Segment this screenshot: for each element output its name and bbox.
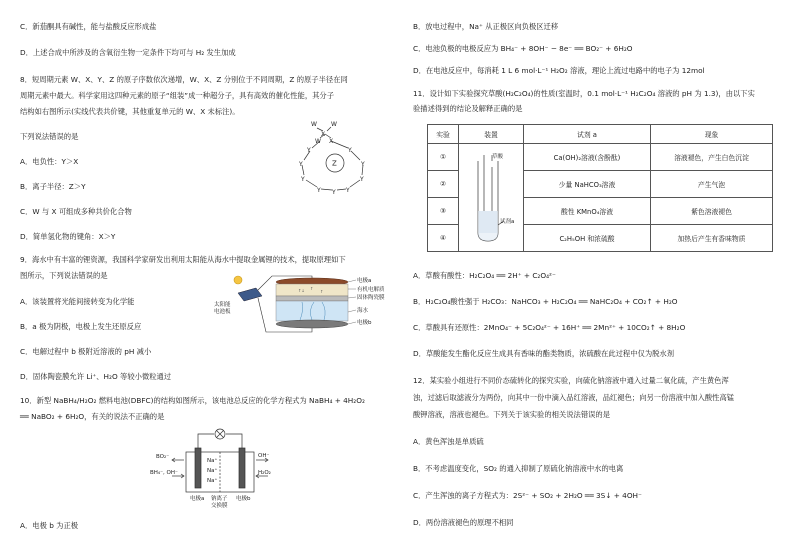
table-row — [428, 144, 773, 171]
label-solar: 太阳能 — [214, 302, 231, 308]
q10-option-a: A．电极 b 为正极 — [20, 521, 79, 530]
phenomenon-cell: 加热后产生有香味物质 — [651, 225, 773, 252]
phenomenon-cell: 产生气泡 — [651, 171, 773, 198]
q8-option-a: A．电负性：Y＞X — [20, 157, 79, 166]
q8-option-d: D．简单氢化物的键角：X＞Y — [20, 232, 116, 241]
atom-z: Z — [332, 159, 337, 168]
label-organic-electrolyte: 有机电解质 — [357, 287, 385, 293]
lithium-extraction-figure — [212, 272, 392, 338]
atom-y6: Y — [360, 176, 364, 183]
reagent-cell: Ca(OH)₂溶液(含酚酞) — [524, 144, 651, 171]
label-na-3: Na⁺ — [207, 478, 218, 484]
atom-x1: X — [321, 131, 326, 138]
label-electrode-b: 电极b — [236, 496, 251, 502]
q11-stem-line1: 11．设计如下实验探究草酸(H₂C₂O₄)的性质(室温时，0.1 mol·L⁻¹ H₂C₂O₄ 溶液的 pH 为 1.3)，由以下实 — [413, 89, 755, 98]
q12-stem-line2: 浊，过滤后取滤液分为两份，向其中一份中滴入品红溶液，品红褪色；向另一份溶液中加入酸性高锰 — [413, 393, 735, 402]
svg-text:↑↓: ↑↓ — [298, 288, 305, 293]
row-number: ③ — [428, 198, 459, 225]
q12-stem-line1: 12．某实验小组进行不同价态硫转化的探究实验，向硫化钠溶液中通入过量二氧化硫，产生黄色浑 — [413, 376, 729, 385]
q9-option-c: C．电解过程中 b 极附近溶液的 pH 减小 — [20, 347, 152, 356]
q8-stem-line1: 8．短周期元素 W、X、Y、Z 的原子序数依次递增，W、X、Z 分别位于不同周期，Z 的原子半径在同 — [20, 75, 348, 84]
q12-option-b: B．不考虑温度变化，SO₂ 的通入抑制了原硫化钠溶液中水的电离 — [413, 464, 624, 473]
atom-y4: Y — [361, 161, 365, 168]
q12-option-d: D．两份溶液褪色的原理不相同 — [413, 518, 514, 527]
q9-stem-line1: 9．海水中有丰富的锂资源，我国科学家研发出利用太阳能从海水中提取金属锂的技术，提取原理如下 — [20, 255, 346, 264]
experiment-table — [427, 124, 773, 252]
label-oxalic-acid: 草酸 — [492, 153, 504, 160]
phenomenon-cell: 溶液褪色，产生白色沉淀 — [651, 144, 773, 171]
atom-w2: W — [331, 121, 337, 128]
table-header-row — [428, 125, 773, 144]
label-na-1: Na⁺ — [207, 458, 218, 464]
reagent-cell: 少量 NaHCO₃溶液 — [524, 171, 651, 198]
atom-x2: X — [329, 138, 334, 145]
atom-y1: Y — [307, 147, 311, 154]
reagent-cell: C₂H₅OH 和浓硫酸 — [524, 225, 651, 252]
q7-option-c: C．新茄酮具有碱性，能与盐酸反应形成盐 — [20, 22, 157, 31]
q10-stem-line2: ══ NaBO₂ + 6H₂O，有关的说法不正确的是 — [20, 412, 165, 421]
q9-option-d: D．固体陶瓷膜允许 Li⁺、H₂O 等较小微粒通过 — [20, 372, 172, 381]
q8-option-c: C．W 与 X 可组成多种共价化合物 — [20, 207, 132, 216]
label-electrode-a: 电极a — [190, 496, 205, 502]
q11-option-a: A．草酸有酸性：H₂C₂O₄ ══ 2H⁺ + C₂O₄²⁻ — [413, 271, 556, 280]
atom-y3: Y — [299, 161, 303, 168]
q9-stem-line2: 图所示，下列说法错误的是 — [20, 271, 108, 280]
label-h2o2: H₂O₂ — [258, 470, 271, 476]
q12-option-a: A．黄色浑浊是单质硫 — [413, 437, 484, 446]
label-seawater: 海水 — [357, 308, 369, 314]
supramolecule-figure — [290, 118, 380, 196]
q10-stem-line1: 10．新型 NaBH₄/H₂O₂ 燃料电池(DBFC)的结构如图所示，该电池总反应的化学方程式为 NaBH₄ + 4H₂O₂ — [20, 396, 365, 405]
q12-option-c: C．产生浑浊的离子方程式为：2S²⁻ + SO₂ + 2H₂O ══ 3S↓ + 4OH⁻ — [413, 491, 642, 500]
sun-icon — [234, 276, 242, 284]
right-column — [405, 0, 790, 560]
q10-option-d: D．在电池反应中，每消耗 1 L 6 mol·L⁻¹ H₂O₂ 溶液，理论上流过电路中的电子为 12mol — [413, 66, 705, 75]
atom-y9: Y — [346, 187, 350, 194]
q9-option-b: B．a 极为阴极，电极上发生还原反应 — [20, 322, 142, 331]
atom-y5: Y — [301, 176, 305, 183]
reagent-cell: 酸性 KMnO₄溶液 — [524, 198, 651, 225]
label-ceramic-membrane: 固体陶瓷膜 — [357, 295, 385, 301]
q8-prompt: 下列说法错误的是 — [20, 132, 79, 141]
table-header-cell: 试剂 a — [524, 125, 651, 144]
q11-option-b: B．H₂C₂O₄酸性强于 H₂CO₃：NaHCO₃ + H₂C₂O₄ ══ NaHC₂O₄ + CO₂↑ + H₂O — [413, 297, 678, 306]
q11-stem-line2: 验描述得到的结论及解释正确的是 — [413, 104, 523, 113]
q12-stem-line3: 酸钾溶液，溶液也褪色。下列关于该实验的相关说法错误的是 — [413, 410, 611, 419]
q10-option-b: B．放电过程中，Na⁺ 从正极区向负极区迁移 — [413, 22, 559, 31]
svg-text:↑: ↑ — [320, 289, 324, 294]
svg-text:↑: ↑ — [310, 286, 314, 291]
q11-option-c: C．草酸具有还原性：2MnO₄⁻ + 5C₂O₄²⁻ + 16H⁺ ══ 2Mn²⁺ + 10CO₂↑ + 8H₂O — [413, 323, 686, 332]
label-panel: 电池板 — [214, 309, 231, 315]
q11-option-d: D．草酸能发生酯化反应生成具有香味的酯类物质，浓硫酸在此过程中仅为脱水剂 — [413, 349, 675, 358]
label-electrode-a: 电极a — [357, 278, 372, 284]
table-header-cell: 现象 — [651, 125, 773, 144]
label-na-2: Na⁺ — [207, 468, 218, 474]
q8-stem-line2: 周期元素中最大。科学家用这四种元素的原子“组装”成一种超分子，具有高效的催化性能，其分子 — [20, 91, 335, 100]
phenomenon-cell: 紫色溶液褪色 — [651, 198, 773, 225]
q9-option-a: A．该装置将光能间接转变为化学能 — [20, 297, 135, 306]
label-reagent-a: 试剂a — [500, 218, 515, 225]
atom-y2: Y — [348, 147, 352, 154]
row-number: ④ — [428, 225, 459, 252]
atom-w1: W — [311, 121, 317, 128]
apparatus-cell — [459, 144, 524, 252]
test-tube-figure — [462, 147, 520, 247]
label-electrode-b: 电极b — [357, 320, 372, 326]
atom-w3: W — [315, 138, 321, 145]
left-column — [12, 0, 397, 560]
label-membrane-line1: 钠离子 — [211, 496, 228, 502]
row-number: ① — [428, 144, 459, 171]
atom-y8: Y — [332, 189, 336, 196]
table-header-cell: 实验 — [428, 125, 459, 144]
q8-option-b: B．离子半径：Z＞Y — [20, 182, 86, 191]
label-bh4: BH₄⁻, OH⁻ — [150, 470, 178, 476]
q10-option-c: C．电池负极的电极反应为 BH₄⁻ + 8OH⁻ − 8e⁻ ══ BO₂⁻ + 6H₂O — [413, 44, 633, 53]
table-header-cell: 装置 — [459, 125, 524, 144]
fuel-cell-figure — [150, 422, 280, 510]
q8-stem-line3: 结构如右图所示(实线代表共价键，其他重复单元的 W、X 未标注)。 — [20, 107, 240, 116]
label-membrane-line2: 交换膜 — [211, 503, 228, 509]
label-oh: OH⁻ — [258, 453, 270, 459]
label-bo2: BO₂⁻ — [156, 454, 170, 460]
q7-option-d: D．上述合成中所涉及的含氧衍生物一定条件下均可与 H₂ 发生加成 — [20, 48, 236, 57]
atom-y7: Y — [317, 187, 321, 194]
row-number: ② — [428, 171, 459, 198]
